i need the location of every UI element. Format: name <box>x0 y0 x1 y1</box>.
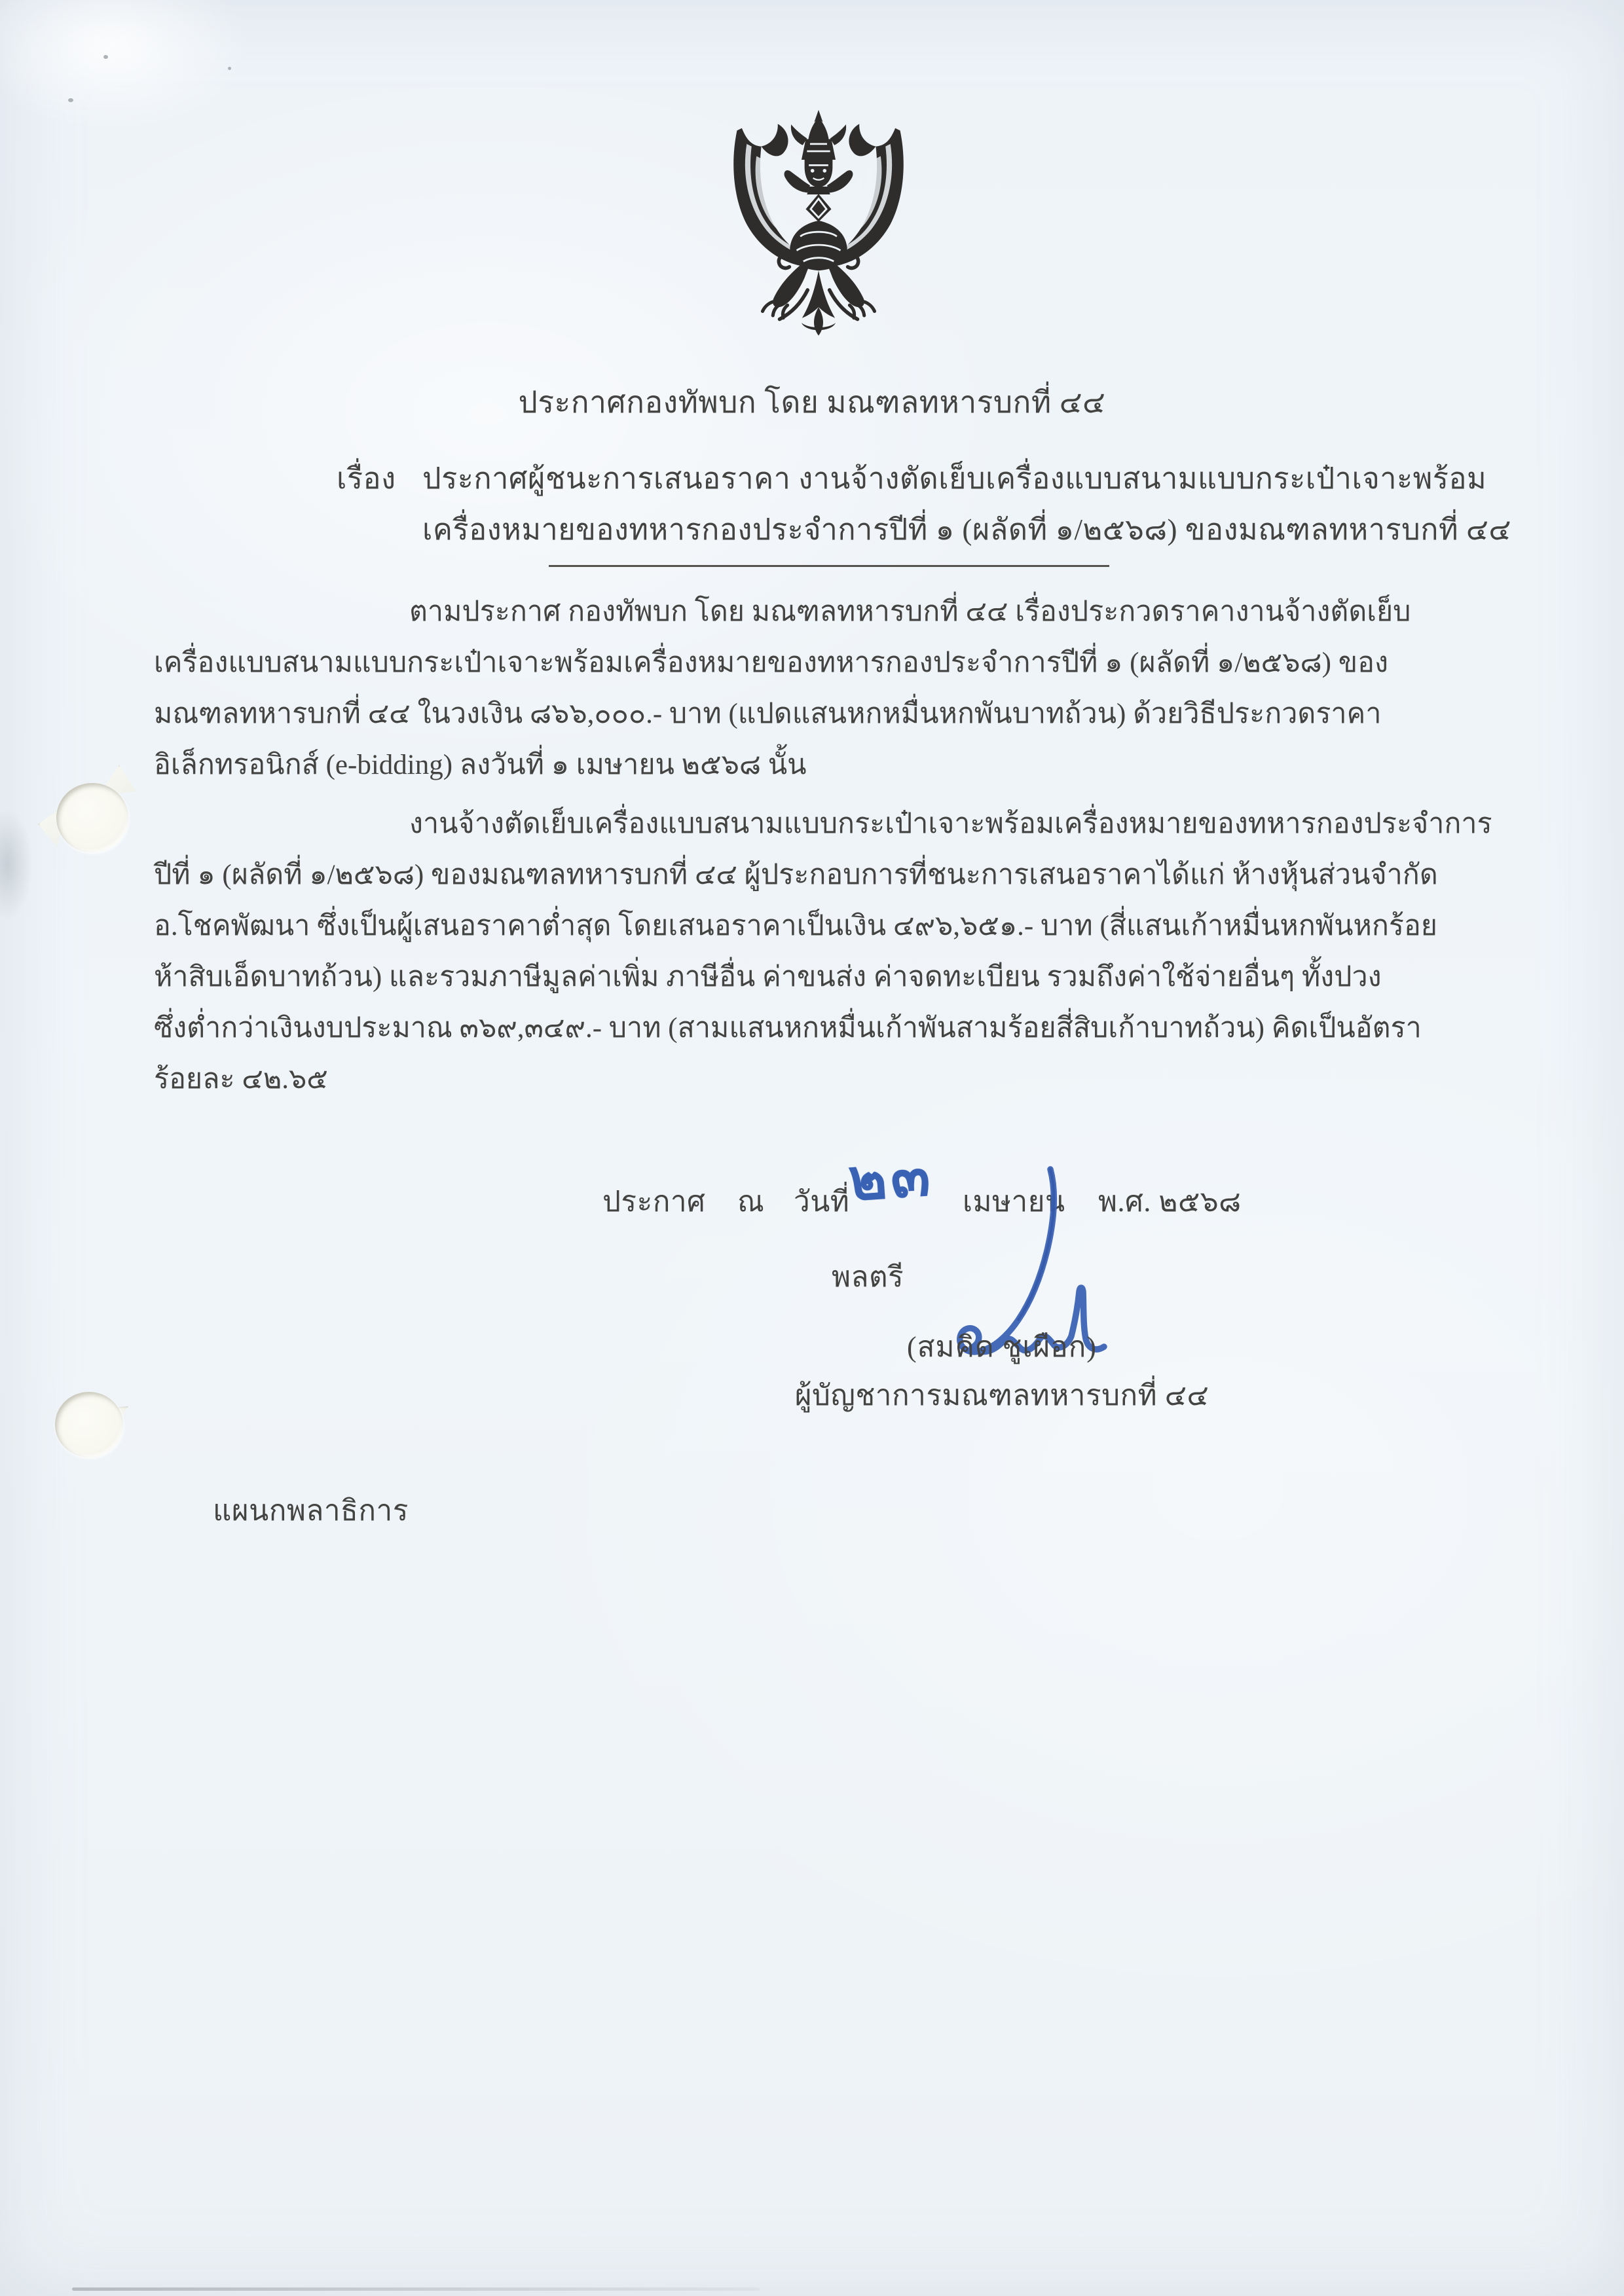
punch-hole <box>55 1392 123 1457</box>
garuda-emblem <box>715 105 922 354</box>
era-year: พ.ศ. ๒๕๖๘ <box>1098 1186 1242 1218</box>
at-word: ณ <box>737 1186 765 1218</box>
subject-line-1: ประกาศผู้ชนะการเสนอราคา งานจ้างตัดเย็บเครื่องแบบสนามแบบกระเป๋าเจาะพร้อม <box>422 462 1487 495</box>
handwritten-day: ๒๓ <box>846 1144 936 1214</box>
body-line: อิเล็กทรอนิกส์ (e-bidding) ลงวันที่ ๑ เมษายน ๒๕๖๘ นั้น <box>154 750 807 780</box>
date-word: วันที่ <box>794 1186 850 1218</box>
paper-speck <box>228 67 231 70</box>
signer-position: ผู้บัญชาการมณฑลทหารบกที่ ๔๔ <box>794 1379 1209 1412</box>
department-label: แผนกพลาธิการ <box>213 1495 409 1527</box>
paper-speck <box>103 55 108 59</box>
body-line: งานจ้างตัดเย็บเครื่องแบบสนามแบบกระเป๋าเจาะพร้อมเครื่องหมายของทหารกองประจำการ <box>409 809 1492 839</box>
body-line: มณฑลทหารบกที่ ๔๔ ในวงเงิน ๘๖๖,๐๐๐.- บาท (แปดแสนหกหมื่นหกพันบาทถ้วน) ด้วยวิธีประกวดราคา <box>154 699 1382 729</box>
body-line: เครื่องแบบสนามแบบกระเป๋าเจาะพร้อมเครื่องหมายของทหารกองประจำการปีที่ ๑ (ผลัดที่ ๑/๒๕๖๘) ของ <box>154 647 1388 678</box>
signer-name: (สมคิด ชูเผือก) <box>907 1331 1097 1363</box>
heading-divider-rule <box>549 565 1109 567</box>
month-word: เมษายน <box>963 1186 1065 1218</box>
punch-hole <box>56 783 128 852</box>
body-line: ร้อยละ ๔๒.๖๕ <box>154 1064 328 1095</box>
body-line: ซึ่งต่ำกว่าเงินงบประมาณ ๓๖๙,๓๔๙.- บาท (สามแสนหกหมื่นเก้าพันสามร้อยสี่สิบเก้าบาทถ้วน) คิดเป็นอัตรา <box>154 1013 1422 1044</box>
rank-label: พลตรี <box>832 1261 904 1293</box>
body-line: ตามประกาศ กองทัพบก โดย มณฑลทหารบกที่ ๔๔ เรื่องประกวดราคางานจ้างตัดเย็บ <box>409 596 1411 627</box>
paper-crease <box>0 0 249 131</box>
scan-edge-streak <box>72 2287 760 2291</box>
paper-edge-shadow <box>0 809 33 920</box>
body-line: ปีที่ ๑ (ผลัดที่ ๑/๒๕๖๘) ของมณฑลทหารบกที่ ๔๔ ผู้ประกอบการที่ชนะการเสนอราคาได้แก่ ห้างหุ้นส่วนจำกัด <box>154 860 1438 890</box>
announce-word: ประกาศ <box>602 1186 706 1218</box>
paragraph-1 <box>154 587 1503 791</box>
paper-speck <box>68 98 73 102</box>
body-line: ห้าสิบเอ็ดบาทถ้วน) และรวมภาษีมูลค่าเพิ่ม ภาษีอื่น ค่าขนส่ง ค่าจดทะเบียน รวมถึงค่าใช้จ่ายอื่นๆ ทั้งปวง <box>154 962 1382 993</box>
paragraph-2 <box>154 799 1503 1105</box>
subject-line-2: เครื่องหมายของทหารกองประจำการปีที่ ๑ (ผลัดที่ ๑/๒๕๖๘) ของมณฑลทหารบกที่ ๔๔ <box>422 513 1511 546</box>
body-line: อ.โชคพัฒนา ซึ่งเป็นผู้เสนอราคาต่ำสุด โดยเสนอราคาเป็นเงิน ๔๙๖,๖๕๑.- บาท (สี่แสนเก้าหมื่นหกพันหกร้อย <box>154 911 1437 941</box>
document-title: ประกาศกองทัพบก โดย มณฑลทหารบกที่ ๔๔ <box>518 386 1106 419</box>
subject-label: เรื่อง <box>337 462 396 495</box>
